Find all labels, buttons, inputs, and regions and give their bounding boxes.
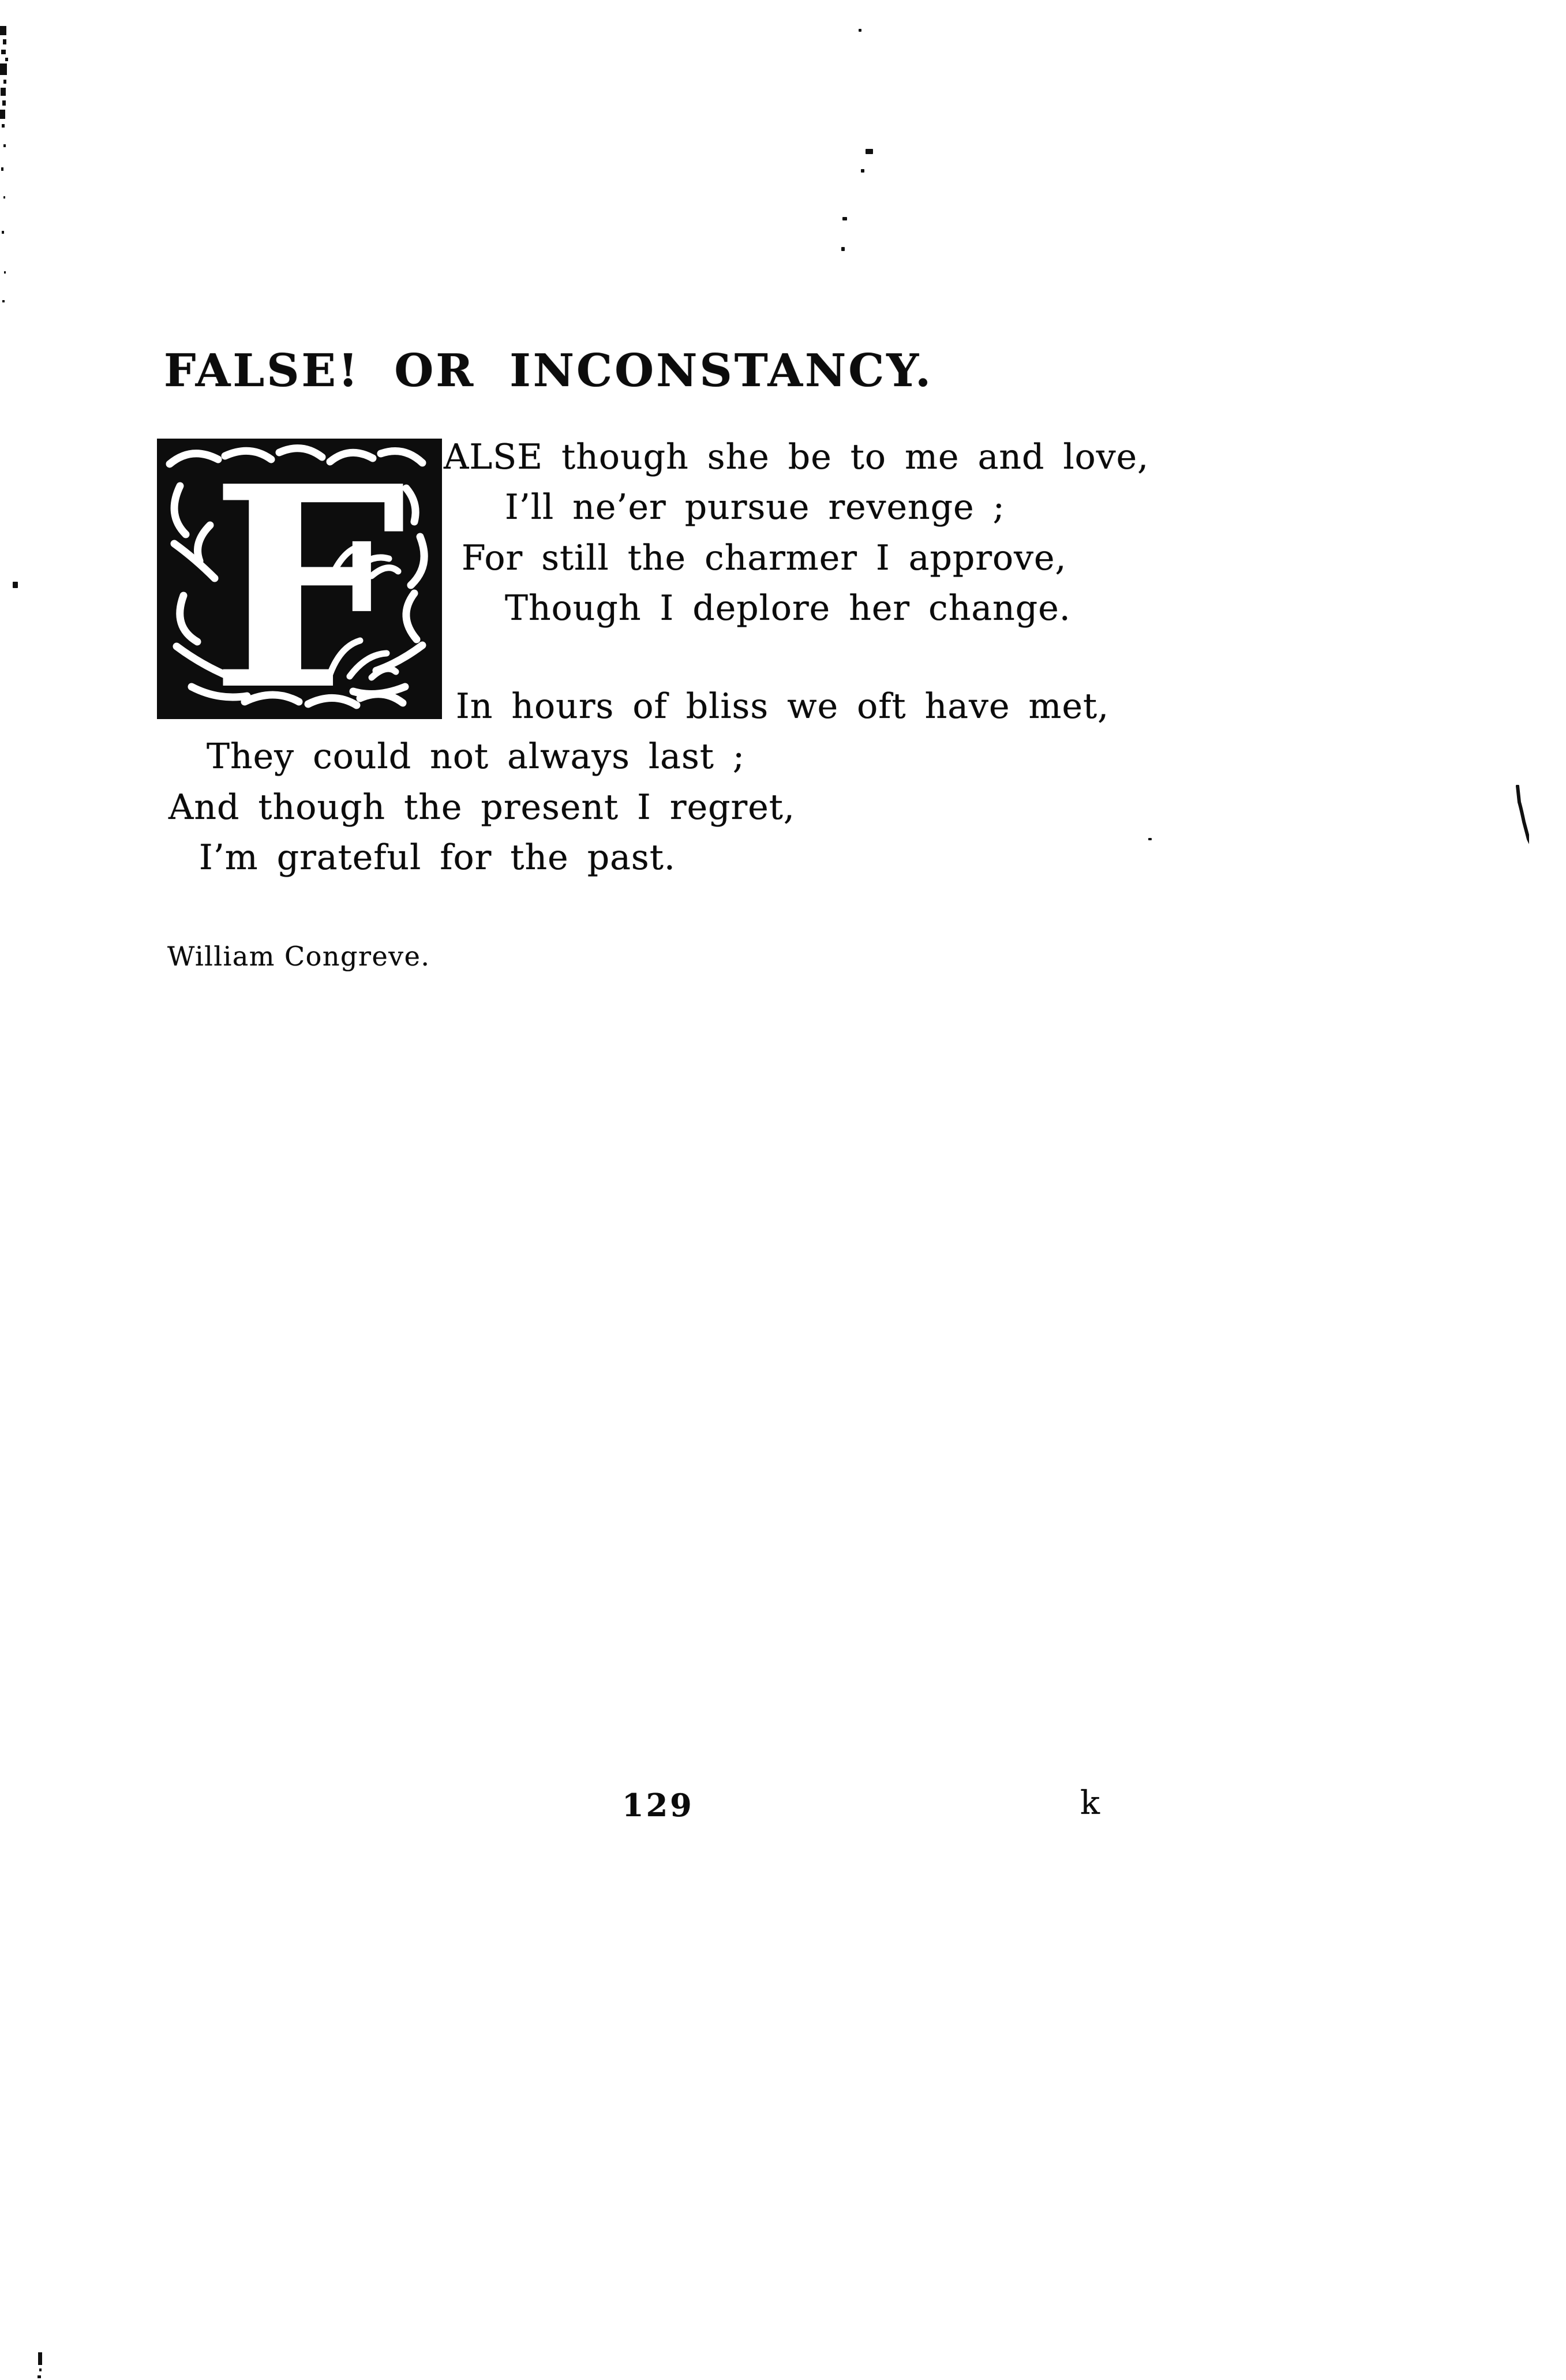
scan-noise-left-edge (0, 23, 13, 323)
drop-cap-letter: F (210, 439, 407, 719)
poem-line: For still the charmer I approve, (462, 538, 1067, 578)
poem-line: And though the present I regret, (168, 787, 795, 828)
poem-line: ALSE though she be to me and love, (444, 437, 1149, 477)
poem-line: I’m grateful for the past. (199, 837, 676, 878)
page-number: 129 (622, 1787, 694, 1824)
poem-line: In hours of bliss we oft have met, (456, 686, 1110, 727)
poem-title: FALSE! OR INCONSTANCY. (164, 345, 934, 397)
scan-speck (866, 149, 873, 154)
poem-line: They could not always last ; (207, 736, 745, 777)
scan-speck (842, 217, 847, 220)
drop-cap-woodcut-icon (157, 439, 442, 719)
scan-noise-bottom-left (35, 2348, 46, 2380)
signature-mark: k (1080, 1784, 1100, 1822)
scan-scratch-right (1512, 785, 1529, 851)
poem-attribution: William Congreve. (167, 941, 430, 972)
scan-speck (859, 29, 861, 32)
drop-cap-ornament (157, 439, 442, 719)
scan-speck (1148, 838, 1152, 840)
scan-speck (841, 247, 845, 251)
scan-speck (13, 582, 18, 588)
poem-line: I’ll ne’er pursue revenge ; (505, 487, 1005, 527)
scan-speck (861, 169, 864, 173)
poem-line: Though I deplore her change. (505, 588, 1071, 628)
